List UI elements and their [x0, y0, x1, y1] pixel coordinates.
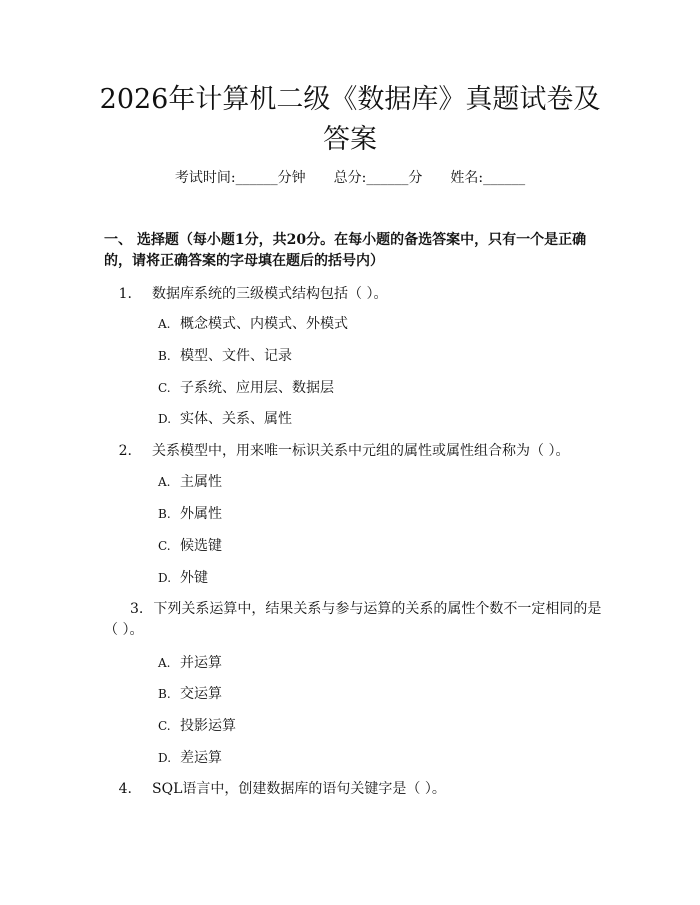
option-3a	[158, 653, 222, 673]
question-number: 1.	[118, 286, 132, 302]
option-letter: D.	[158, 751, 172, 765]
option-text: 模型、文件、记录	[180, 348, 292, 364]
question-3	[104, 599, 604, 641]
option-2d	[158, 568, 208, 588]
option-letter: B.	[158, 687, 171, 701]
option-text: 外属性	[180, 506, 222, 522]
total-score-field: 总分:______分	[333, 170, 423, 186]
question-stem: 下列关系运算中，结果关系与参与运算的关系的属性个数不一定相同的是（ ）。	[104, 601, 602, 638]
option-letter: B.	[158, 349, 171, 363]
exam-time-field: 考试时间:______分钟	[174, 170, 306, 186]
option-letter: C.	[158, 719, 171, 733]
option-2c	[158, 536, 222, 556]
option-1b	[158, 346, 292, 366]
option-letter: C.	[158, 539, 171, 553]
option-3d	[158, 748, 222, 768]
page-title: 2026年计算机二级《数据库》真题试卷及答案	[99, 84, 601, 155]
exam-info-line	[0, 168, 700, 188]
option-letter: D.	[158, 412, 172, 426]
option-3b	[158, 684, 222, 704]
option-text: 差运算	[180, 750, 222, 766]
option-text: 交运算	[180, 686, 222, 702]
option-text: 概念模式、内模式、外模式	[180, 316, 348, 332]
name-field: 姓名:______	[450, 170, 526, 186]
question-1	[104, 284, 604, 305]
option-letter: D.	[158, 571, 172, 585]
option-letter: A.	[158, 317, 171, 331]
option-1c	[158, 378, 334, 398]
option-text: 主属性	[180, 474, 222, 490]
question-stem: 关系模型中，用来唯一标识关系中元组的属性或属性组合称为（ ）。	[152, 443, 570, 459]
option-text: 实体、关系、属性	[180, 411, 292, 427]
option-letter: C.	[158, 381, 171, 395]
option-1a	[158, 314, 348, 334]
option-1d	[158, 409, 292, 429]
option-2b	[158, 504, 222, 524]
option-letter: A.	[158, 656, 171, 670]
option-2a	[158, 472, 222, 492]
question-stem: 数据库系统的三级模式结构包括（ ）。	[152, 286, 388, 302]
question-number: 3.	[130, 601, 144, 617]
option-text: 并运算	[180, 655, 222, 671]
question-stem: SQL语言中，创建数据库的语句关键字是（ ）。	[152, 781, 446, 797]
question-number: 2.	[118, 443, 132, 459]
option-text: 子系统、应用层、数据层	[180, 380, 334, 396]
option-text: 候选键	[180, 538, 222, 554]
question-2	[104, 441, 604, 462]
option-text: 投影运算	[180, 718, 236, 734]
option-letter: B.	[158, 507, 171, 521]
section-heading: 一、 选择题（每小题1分，共20分。在每小题的备选答案中，只有一个是正确的，请将正确答案的字母填在题后的括号内）	[104, 232, 587, 269]
question-4	[104, 779, 604, 800]
option-letter: A.	[158, 475, 171, 489]
question-number: 4.	[118, 781, 132, 797]
option-3c	[158, 716, 236, 736]
option-text: 外键	[180, 570, 208, 586]
